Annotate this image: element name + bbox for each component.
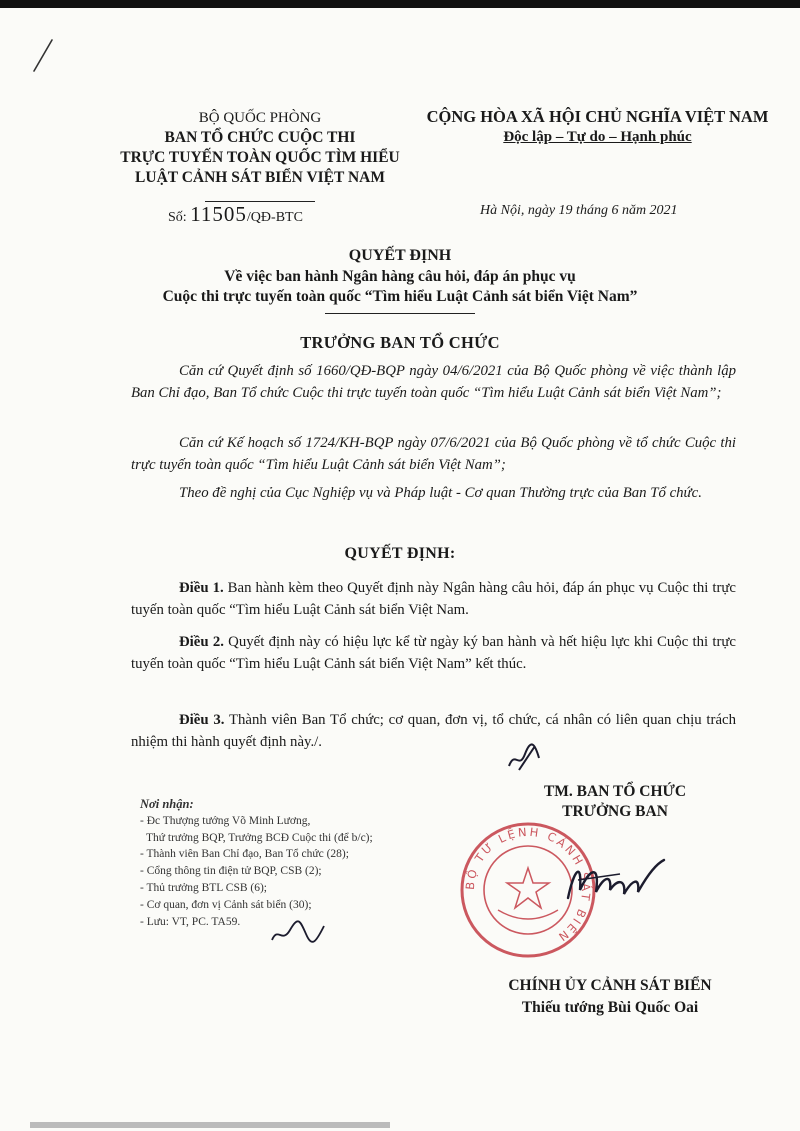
recipient-item: - Cơ quan, đơn vị Cảnh sát biển (30); — [140, 898, 312, 911]
article-text: Thành viên Ban Tổ chức; cơ quan, đơn vị, tổ chức, cá nhân có liên quan chịu trách nhiệm thi hành quyết định này./. — [131, 712, 736, 750]
seal-text: BỘ TƯ LỆNH CẢNH SÁT BIỂN — [462, 824, 594, 946]
recipient-item: - Thủ trưởng BTL CSB (6); — [140, 881, 267, 894]
agency-name-line2: TRỰC TUYẾN TOÀN QUỐC TÌM HIỂU — [120, 149, 400, 166]
recipients-heading: Nơi nhận: — [140, 797, 194, 811]
signature-icon — [560, 850, 670, 910]
recipient-item: - Thành viên Ban Chỉ đạo, Ban Tổ chức (28); — [140, 848, 349, 861]
issuing-agency — [90, 108, 430, 208]
article-3 — [131, 710, 736, 753]
legal-basis-3: Theo đề nghị của Cục Nghiệp vụ và Pháp luật - Cơ quan Thường trực của Ban Tổ chức. — [179, 485, 702, 501]
subject-line2: Cuộc thi trực tuyến toàn quốc “Tìm hiểu Luật Cảnh sát biển Việt Nam” — [162, 288, 638, 305]
signer-title-line2: TRƯỞNG BAN — [562, 803, 668, 820]
article-label: Điều 2. — [179, 634, 224, 650]
signer-title-line1: TM. BAN TỔ CHỨC — [543, 783, 687, 800]
scan-top-edge — [0, 0, 800, 8]
recipient-item: - Lưu: VT, PC. TA59. — [140, 915, 241, 928]
pen-mark-icon — [30, 38, 56, 74]
signer-name: Thiếu tướng Bùi Quốc Oai — [521, 999, 699, 1016]
article-label: Điều 3. — [179, 712, 225, 728]
document-type: QUYẾT ĐỊNH — [348, 247, 452, 264]
recipient-item: - Đc Thượng tướng Võ Minh Lương, — [140, 814, 311, 827]
article-text: Quyết định này có hiệu lực kể từ ngày ký ban hành và hết hiệu lực khi Cuộc thi trực tuyến toàn quốc “Tìm hiểu Luật Cảnh sát biển Việt Nam” kết thúc. — [131, 634, 736, 672]
ministry-name: BỘ QUỐC PHÒNG — [198, 110, 322, 126]
article-label: Điều 1. — [179, 580, 224, 596]
clerk-initial-icon — [268, 918, 328, 948]
initial-mark-icon — [505, 740, 545, 774]
doc-number-suffix: /QĐ-BTC — [246, 210, 303, 225]
issuing-authority: TRƯỞNG BAN TỔ CHỨC — [300, 333, 500, 352]
signer-block — [460, 975, 760, 1019]
recipients-list — [140, 796, 450, 930]
recipient-item: Thứ trưởng BQP, Trưởng BCĐ Cuộc thi (để b/c); — [146, 831, 373, 844]
legal-basis-1: Căn cứ Quyết định số 1660/QĐ-BQP ngày 04/6/2021 của Bộ Quốc phòng về việc thành lập Ban Chỉ đạo, Ban Tổ chức Cuộc thi trực tuyến toàn quốc “Tìm hiểu Luật Cảnh sát biển Việt Nam”; — [131, 363, 736, 401]
doc-number-prefix: Số: — [168, 210, 187, 225]
country-name: CỘNG HÒA XÃ HỘI CHỦ NGHĨA VIỆT NAM — [426, 107, 769, 126]
signer-position: CHÍNH ỦY CẢNH SÁT BIỂN — [508, 977, 712, 994]
scan-bottom-edge — [30, 1122, 390, 1128]
article-text: Ban hành kèm theo Quyết định này Ngân hàng câu hỏi, đáp án phục vụ Cuộc thi trực tuyến toàn quốc “Tìm hiểu Luật Cảnh sát biển Việt Nam. — [131, 580, 736, 618]
national-motto: Độc lập – Tự do – Hạnh phúc — [503, 129, 692, 145]
document-title — [100, 246, 700, 314]
document-date: Hà Nội, ngày 19 tháng 6 năm 2021 — [480, 203, 678, 218]
national-title — [400, 106, 795, 148]
legal-basis-2: Căn cứ Kế hoạch số 1724/KH-BQP ngày 07/6/2021 của Bộ Quốc phòng về tổ chức Cuộc thi trực tuyến toàn quốc “Tìm hiểu Luật Cảnh sát biển Việt Nam”; — [131, 435, 736, 473]
document-number — [168, 202, 303, 227]
signer-title — [470, 782, 760, 822]
title-underline — [325, 313, 475, 314]
recipient-item: - Cổng thông tin điện tử BQP, CSB (2); — [140, 865, 322, 878]
doc-number-value: 11505 — [190, 202, 247, 226]
article-2 — [131, 632, 736, 675]
subject-line1: Về việc ban hành Ngân hàng câu hỏi, đáp án phục vụ — [224, 268, 576, 285]
article-1 — [131, 578, 736, 621]
agency-name-line3: LUẬT CẢNH SÁT BIỂN VIỆT NAM — [135, 169, 385, 186]
decision-heading: QUYẾT ĐỊNH: — [344, 545, 456, 562]
agency-name-line1: BAN TỔ CHỨC CUỘC THI — [164, 129, 356, 146]
